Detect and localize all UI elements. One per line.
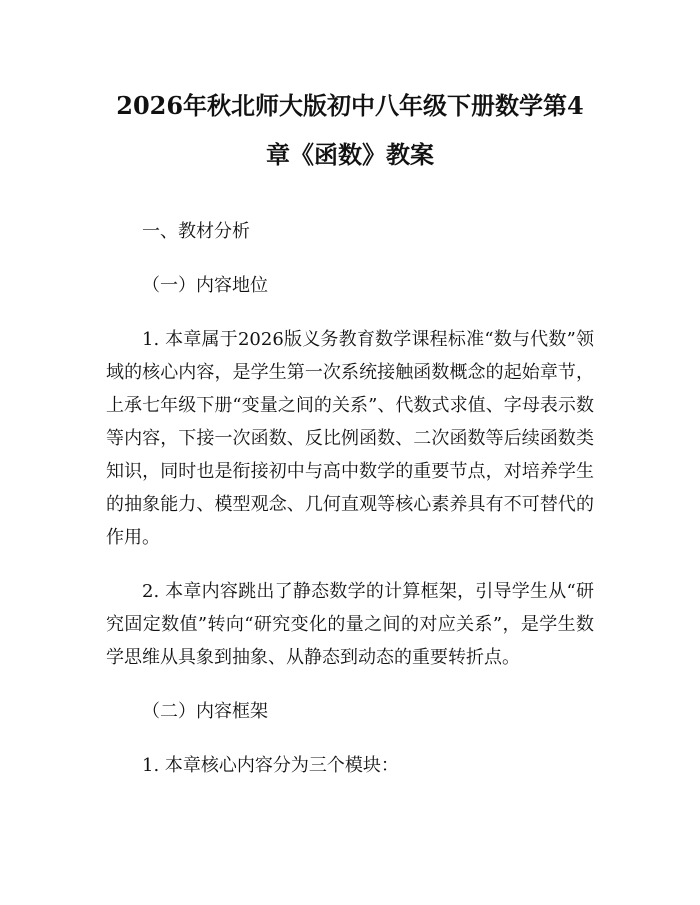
body-paragraph: 1. 本章属于2026版义务教育数学课程标准“数与代数”领域的核心内容，是学生第一次系统接触函数概念的起始章节，上承七年级下册“变量之间的关系”、代数式求值、字母表示数等内容，下接一次函数、反比例函数、二次函数等后续函数类知识，同时也是衔接初中与高中数学的重要节点，对培养学生的抽象能力、模型观念、几何直观等核心素养具有不可替代的作用。 (106, 329, 594, 548)
section-heading: 一、教材分析 (142, 221, 250, 242)
document-title: 2026年秋北师大版初中八年级下册数学第4章《函数》教案 (116, 91, 584, 169)
body-paragraph: 2. 本章内容跳出了静态数学的计算框架，引导学生从“研究固定数值”转向“研究变化的量之间的对应关系”，是学生数学思维从具象到抽象、从静态到动态的重要转折点。 (106, 581, 594, 668)
subsection-heading: （二）内容框架 (142, 701, 268, 722)
subsection-heading: （一）内容地位 (142, 275, 268, 296)
list-item: 1. 本章核心内容分为三个模块： (142, 755, 399, 776)
